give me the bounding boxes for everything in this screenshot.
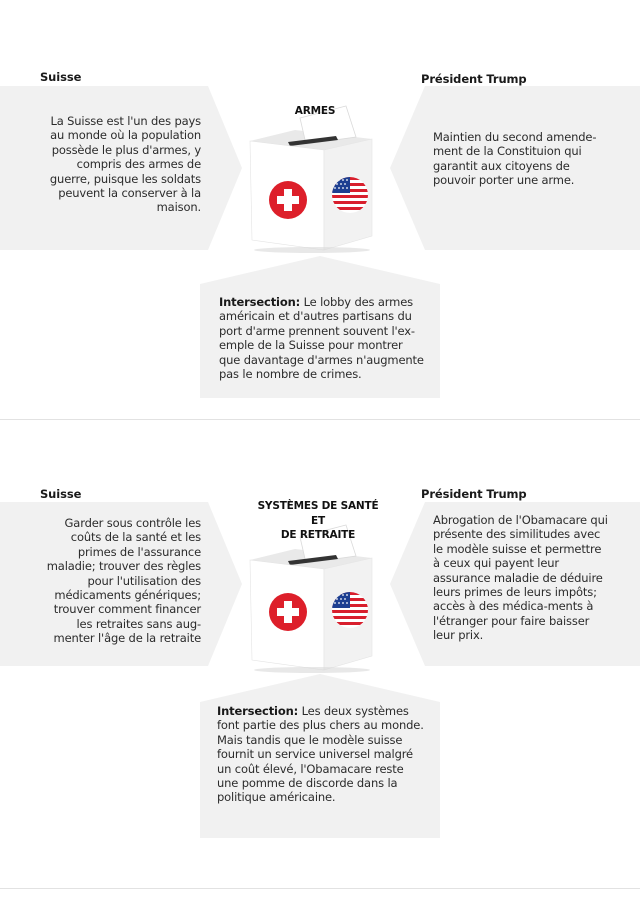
intersection-text xyxy=(219,295,424,381)
intersection-label: Intersection: xyxy=(217,704,299,718)
left-text: Garder sous contrôle les coûts de la santé et les primes de l'assurance maladie; trouver des règles pour l'utilisation des médicaments génériques; trouver comment financer les retraites sans aug-menter l'âge de la retraite xyxy=(46,516,201,646)
intersection-text xyxy=(217,704,427,805)
intersection-label: Intersection: xyxy=(219,295,301,309)
topic-title: ARMES xyxy=(294,105,336,117)
right-text: Maintien du second amende-ment de la Constituion qui garantit aux citoyens de pouvoir porter une arme. xyxy=(433,130,597,188)
swiss-flag-icon xyxy=(269,181,307,219)
left-title: Suisse xyxy=(40,70,82,84)
venn-background xyxy=(0,420,640,888)
swiss-flag-icon xyxy=(269,593,307,631)
separator xyxy=(0,888,640,889)
right-text: Abrogation de l'Obamacare qui présente des similitudes avec le modèle suisse et permettre à ceux qui payent leur assurance maladie de déduire leurs primes de leurs impôts; accès à des médica-ments à l'étranger pour faire baisser leur prix. xyxy=(433,513,608,643)
intersection-body: Le lobby des armes américain et d'autres partisans du port d'arme prennent souvent l'ex-emple de la Suisse pour montrer que davantage d'armes n'augmente pas le nombre de crimes. xyxy=(219,295,424,382)
right-title: Président Trump xyxy=(421,487,527,501)
left-text: La Suisse est l'un des pays au monde où la population possède le plus d'armes, y compris des armes de guerre, puisque les soldats peuvent la conserver à la maison. xyxy=(49,114,201,215)
intersection-body: Les deux systèmes font partie des plus chers au monde. Mais tandis que le modèle suisse fournit un service universel malgré un coût élevé, l'Obamacare reste une pomme de discorde dans la politique américaine. xyxy=(217,704,424,805)
topic-title: SYSTÈMES DE SANTÉ ET DE RETRAITE xyxy=(257,500,379,541)
right-title: Président Trump xyxy=(421,72,527,86)
panel-armes xyxy=(0,0,640,420)
left-title: Suisse xyxy=(40,487,82,501)
panel-sante xyxy=(0,420,640,888)
